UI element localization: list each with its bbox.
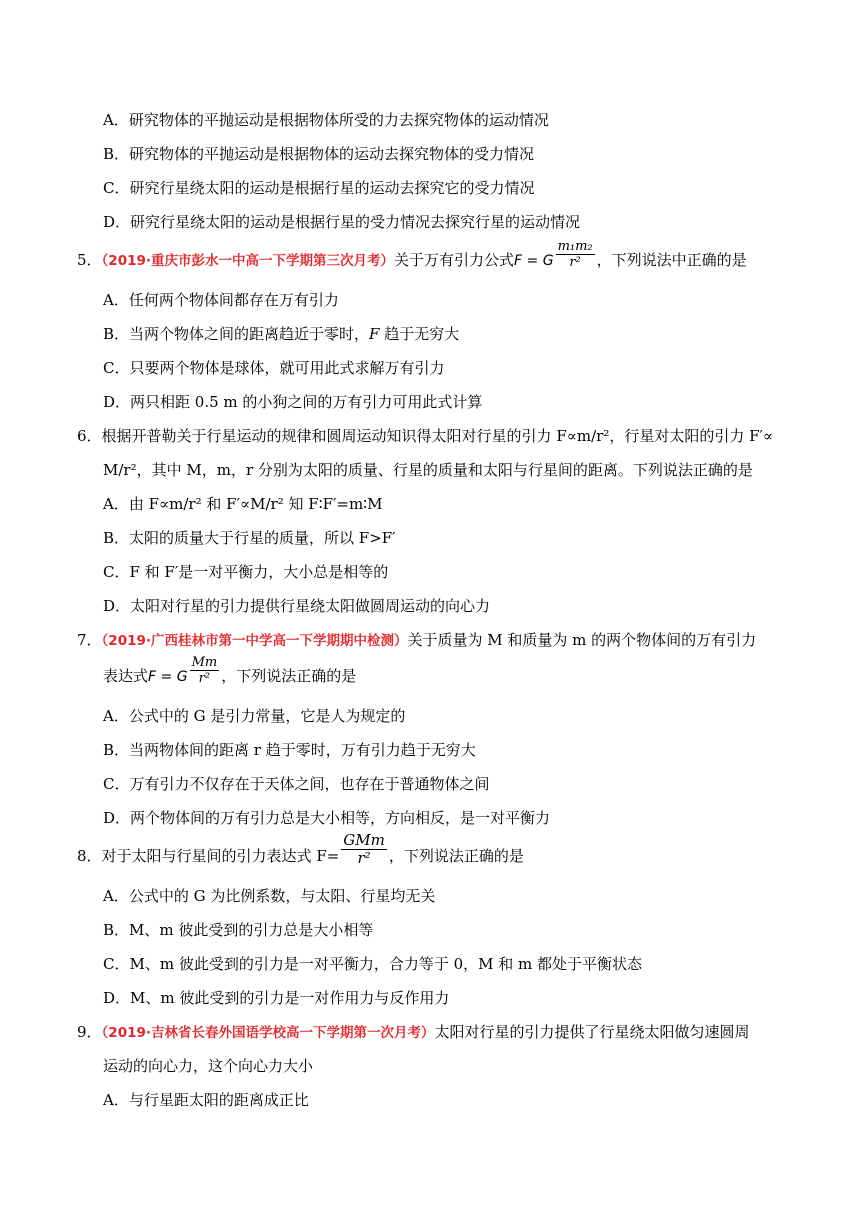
- q6-option-d: D．太阳对行星的引力提供行星绕太阳做圆周运动的向心力: [103, 597, 491, 615]
- q7-option-b: B．当两物体间的距离 r 趋于零时，万有引力趋于无穷大: [103, 741, 476, 759]
- q8-formula-fraction: [341, 832, 387, 867]
- q7-stem-line1: [77, 630, 756, 650]
- q7-stem2-pre: 表达式: [103, 667, 149, 685]
- q6-stem-line2: M/r²，其中 M，m，r 分别为太阳的质量、行星的质量和太阳与行星间的距离。下列说法正确的是: [103, 461, 753, 479]
- q5-formula-lhs: F = G: [514, 253, 554, 269]
- q8-formula-numerator: GMm: [343, 830, 385, 849]
- q8-stem: [77, 830, 524, 867]
- q7-formula-denominator: r²: [190, 670, 220, 686]
- q4-option-c: C．研究行星绕太阳的运动是根据行星的运动去探究它的受力情况: [103, 179, 535, 197]
- q5-option-b: [103, 324, 459, 344]
- q8-stem-pre: 8．对于太阳与行星间的引力表达式 F=: [77, 847, 340, 865]
- q5-option-b-pre: B．当两个物体之间的距离趋近于零时，: [103, 325, 370, 343]
- q8-option-b: B．M、m 彼此受到的引力总是大小相等: [103, 921, 374, 939]
- q8-option-c: C．M、m 彼此受到的引力是一对平衡力，合力等于 0，M 和 m 都处于平衡状态: [103, 955, 643, 973]
- q5-formula-numerator: m₁m₂: [557, 238, 593, 254]
- q5-stem-pre: 关于万有引力公式: [394, 251, 515, 269]
- q7-formula-lhs: F = G: [148, 669, 188, 685]
- q8-stem-post: ，下列说法正确的是: [388, 847, 524, 865]
- q5-option-b-var: F: [369, 325, 380, 343]
- q9-stem-line1: [77, 1022, 750, 1042]
- q7-formula-fraction: [190, 655, 220, 686]
- q8-option-a: A．公式中的 G 为比例系数，与太阳、行星均无关: [103, 887, 436, 905]
- q7-stem-line2: [103, 654, 357, 686]
- q6-stem-line1: 6．根据开普勒关于行星运动的规律和圆周运动知识得太阳对行星的引力 F∝m/r²，行星对太阳的引力 F′∝: [77, 427, 774, 445]
- q4-option-a: A．研究物体的平抛运动是根据物体所受的力去探究物体的运动情况: [103, 111, 549, 129]
- q6-option-b: B．太阳的质量大于行星的质量，所以 F>F′: [103, 529, 396, 547]
- q5-number: 5．: [77, 251, 102, 269]
- q6-option-c: C．F 和 F′是一对平衡力，大小总是相等的: [103, 563, 389, 581]
- q9-number: 9．: [77, 1023, 102, 1041]
- q8-formula-denominator: r²: [341, 849, 387, 867]
- q5-option-b-post: 趋于无穷大: [379, 325, 460, 343]
- q8-option-d: D．M、m 彼此受到的引力是一对作用力与反作用力: [103, 989, 450, 1007]
- q5-stem: [77, 238, 747, 270]
- q9-source: （2019·吉林省长春外国语学校高一下学期第一次月考）: [101, 1025, 435, 1041]
- q5-option-a: A．任何两个物体间都存在万有引力: [103, 291, 339, 309]
- q4-option-b: B．研究物体的平抛运动是根据物体的运动去探究物体的受力情况: [103, 145, 535, 163]
- q4-option-d: D．研究行星绕太阳的运动是根据行星的受力情况去探究行星的运动情况: [103, 213, 581, 231]
- q9-stem-line2: 运动的向心力，这个向心力大小: [103, 1057, 314, 1075]
- q6-option-a: A．由 F∝m/r² 和 F′∝M/r² 知 F∶F′=m∶M: [103, 495, 383, 513]
- q7-stem1: 关于质量为 M 和质量为 m 的两个物体间的万有引力: [407, 631, 757, 649]
- q5-stem-post: ，下列说法中正确的是: [596, 251, 747, 269]
- q9-option-a: A．与行星距太阳的距离成正比: [103, 1091, 309, 1109]
- q7-source: （2019·广西桂林市第一中学高一下学期期中检测）: [101, 633, 408, 649]
- q7-option-d: D．两个物体间的万有引力总是大小相等，方向相反，是一对平衡力: [103, 809, 551, 827]
- q7-option-a: A．公式中的 G 是引力常量，它是人为规定的: [103, 707, 406, 725]
- q7-formula-numerator: Mm: [191, 654, 218, 670]
- q7-number: 7．: [77, 631, 102, 649]
- q5-option-c: C．只要两个物体是球体，就可用此式求解万有引力: [103, 359, 445, 377]
- q5-formula-denominator: r²: [556, 254, 595, 270]
- q5-option-d: D．两只相距 0.5 m 的小狗之间的万有引力可用此式计算: [103, 393, 483, 411]
- q5-source: （2019·重庆市彭水一中高一下学期第三次月考）: [101, 253, 394, 269]
- q7-option-c: C．万有引力不仅存在于天体之间，也存在于普通物体之间: [103, 775, 490, 793]
- q7-stem2-post: ，下列说法正确的是: [221, 667, 357, 685]
- q5-formula-fraction: [556, 239, 595, 270]
- q9-stem1: 太阳对行星的引力提供了行星绕太阳做匀速圆周: [434, 1023, 750, 1041]
